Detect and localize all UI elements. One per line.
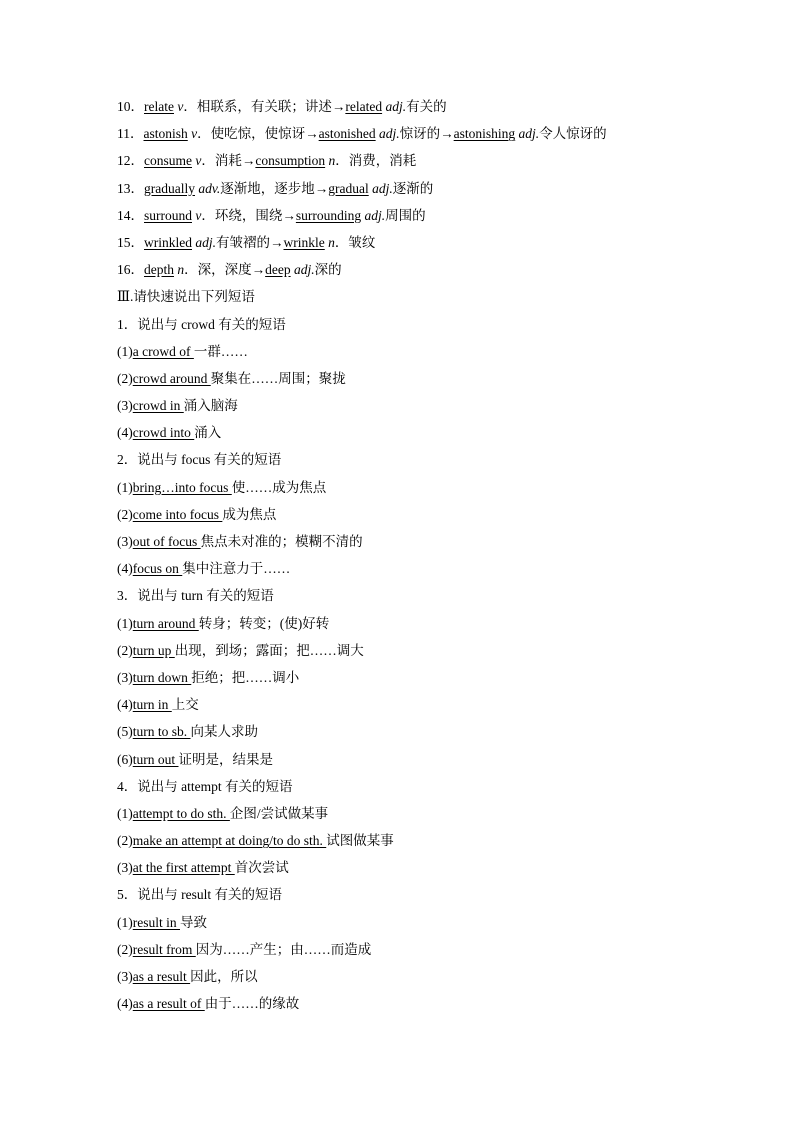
phrase: as a result of [132, 996, 205, 1012]
item-number: (4) [117, 697, 133, 713]
vocab-word: astonish [143, 126, 188, 142]
phrase: at the first attempt [132, 860, 235, 876]
phrase: crowd in [132, 398, 184, 414]
phrase-item [117, 746, 737, 773]
item-number: (3) [117, 969, 133, 984]
derived-part-of-speech: n [328, 234, 335, 250]
vocab-word: wrinkled [144, 234, 192, 250]
phrase: make an attempt at doing/to do sth. [132, 833, 327, 849]
group-heading [117, 446, 737, 473]
phrase: crowd around [132, 370, 211, 386]
vocab-entry [117, 202, 737, 229]
group-heading [117, 773, 737, 800]
phrase: attempt to do sth. [132, 805, 230, 821]
derived-meaning: 深的 [314, 262, 342, 278]
derived-part-of-speech: adj. [372, 180, 393, 196]
vocab-word: relate [144, 99, 174, 114]
item-number: (2) [117, 941, 133, 957]
item-number: (1) [117, 343, 133, 359]
phrase-meaning: 由于……的缘故 [204, 996, 300, 1012]
derived-meaning: 惊讶的→ [399, 126, 454, 142]
phrase-item [117, 718, 737, 745]
item-number: (2) [117, 642, 133, 658]
phrase: turn in [132, 697, 172, 713]
item-number: (1) [117, 805, 133, 821]
derived-part-of-speech: adj. [518, 126, 540, 142]
phrase: come into focus [132, 506, 223, 522]
group-heading-text: 3．说出与 turn 有关的短语 [117, 588, 274, 604]
derived-part-of-speech: n [328, 153, 336, 169]
separator: ． [184, 262, 198, 278]
vocab-word: consume [144, 153, 192, 169]
item-number: (2) [117, 370, 133, 386]
phrase-item [117, 474, 737, 501]
phrase-item [117, 990, 737, 1017]
derived-part-of-speech: adj. [379, 126, 400, 142]
derived-word: related [345, 99, 383, 114]
section-title [117, 283, 737, 310]
item-number: (3) [117, 398, 133, 414]
vocab-entry [117, 147, 737, 174]
phrase: result from [132, 941, 196, 957]
part-of-speech: n [177, 262, 185, 278]
vocab-word: gradually [144, 180, 195, 196]
entry-number: 13． [117, 180, 144, 196]
item-number: (1) [117, 479, 133, 495]
phrase-item [117, 664, 737, 691]
derived-word: consumption [255, 153, 326, 169]
phrase: turn down [132, 669, 192, 685]
vocab-word: surround [144, 207, 192, 223]
item-number: (1) [117, 615, 133, 631]
group-heading [117, 582, 737, 609]
part-of-speech: adj. [195, 234, 217, 250]
phrase: as a result [132, 969, 191, 984]
phrase-meaning: 向某人求助 [190, 724, 259, 740]
phrase-meaning: 试图做某事 [326, 833, 394, 849]
derived-word: gradual [328, 180, 369, 196]
phrase-meaning: 因此，所以 [190, 969, 258, 984]
derived-meaning: ．皱纹 [334, 234, 376, 250]
separator: ． [197, 126, 211, 142]
phrase-meaning: 首次尝试 [234, 860, 289, 876]
phrase-meaning: 涌入脑海 [183, 398, 238, 414]
phrase-item [117, 800, 737, 827]
derived-part-of-speech: adj. [293, 262, 315, 278]
item-number: (2) [117, 833, 133, 849]
phrase-meaning: 导致 [180, 914, 207, 930]
derived-part-of-speech: adj. [364, 207, 386, 223]
phrase-item [117, 610, 737, 637]
group-heading-text: 5．说出与 result 有关的短语 [117, 887, 282, 903]
group-heading-text: 1．说出与 crowd 有关的短语 [117, 316, 286, 332]
phrase: turn to sb. [132, 724, 191, 740]
phrase-meaning: 拒绝；把……调小 [191, 669, 300, 685]
item-number: (3) [117, 860, 133, 876]
meaning: 消耗→ [214, 153, 256, 169]
derived-meaning: 令人惊讶的 [539, 126, 607, 142]
phrase-meaning: 一群…… [193, 343, 248, 359]
phrase: turn up [132, 642, 175, 658]
section-title-text: Ⅲ.请快速说出下列短语 [117, 289, 255, 305]
derived-meaning: ．消费，消耗 [335, 153, 417, 169]
group-heading [117, 881, 737, 908]
phrase: crowd into [132, 425, 195, 441]
item-number: (4) [117, 425, 133, 441]
group-heading-text: 4．说出与 attempt 有关的短语 [117, 778, 293, 794]
vocab-entry [117, 175, 737, 202]
phrase-item [117, 854, 737, 881]
phrase: focus on [132, 561, 183, 577]
phrase-item [117, 501, 737, 528]
phrase-meaning: 涌入 [194, 425, 222, 441]
phrase-item [117, 419, 737, 446]
separator: ． [201, 207, 215, 223]
derived-word: deep [265, 262, 291, 278]
item-number: (3) [117, 669, 133, 685]
phrase-item [117, 963, 737, 990]
phrase: a crowd of [132, 343, 194, 359]
phrase-meaning: 企图/尝试做某事 [229, 805, 329, 821]
part-of-speech: v [177, 99, 184, 114]
item-number: (5) [117, 724, 133, 740]
phrase: bring…into focus [132, 479, 232, 495]
part-of-speech: v [195, 153, 202, 169]
vocab-word: depth [144, 262, 174, 278]
phrase-item [117, 637, 737, 664]
item-number: (2) [117, 506, 133, 522]
document-body [117, 93, 737, 1017]
phrase-meaning: 成为焦点 [222, 506, 277, 522]
phrase-item [117, 909, 737, 936]
phrase-item [117, 392, 737, 419]
item-number: (3) [117, 534, 133, 549]
entry-number: 14． [117, 207, 144, 223]
vocab-entry [117, 93, 737, 120]
item-number: (1) [117, 914, 133, 930]
meaning: 有皱褶的→ [216, 234, 284, 250]
phrase-item [117, 528, 737, 555]
meaning: 深，深度→ [197, 262, 266, 278]
phrase-meaning: 集中注意力于…… [182, 561, 291, 577]
entry-number: 16． [117, 262, 144, 278]
derived-word: surrounding [295, 207, 362, 223]
vocab-entry [117, 120, 737, 147]
phrase-meaning: 因为……产生；由……而造成 [195, 941, 372, 957]
phrase: out of focus [132, 534, 201, 549]
part-of-speech: adv. [198, 180, 221, 196]
phrase-item [117, 691, 737, 718]
entry-number: 10． [117, 99, 144, 114]
derived-word: astonished [318, 126, 376, 142]
derived-meaning: 有关的 [406, 99, 447, 114]
vocab-entry [117, 229, 737, 256]
phrase-meaning: 聚集在……周围；聚拢 [210, 370, 346, 386]
phrase-item [117, 555, 737, 582]
entry-number: 15． [117, 234, 144, 250]
derived-word: wrinkle [283, 234, 325, 250]
group-heading-text: 2．说出与 focus 有关的短语 [117, 452, 282, 468]
separator: ． [201, 153, 215, 169]
phrase-meaning: 上交 [171, 697, 199, 713]
phrase-meaning: 焦点未对准的；模糊不清的 [200, 534, 363, 549]
part-of-speech: v [195, 207, 202, 223]
vocab-entry [117, 256, 737, 283]
item-number: (4) [117, 561, 133, 577]
meaning: 相联系，有关联；讲述→ [196, 99, 346, 114]
meaning: 使吃惊，使惊讶→ [210, 126, 319, 142]
phrase-meaning: 证明是，结果是 [178, 751, 273, 767]
meaning: 环绕，围绕→ [214, 207, 296, 223]
derived-word: astonishing [453, 126, 516, 142]
entry-number: 11． [117, 126, 144, 142]
phrase-meaning: 转身；转变；(使)好转 [198, 615, 330, 631]
derived-part-of-speech: adj. [385, 99, 407, 114]
phrase-item [117, 338, 737, 365]
phrase: turn out [132, 751, 179, 767]
part-of-speech: v [191, 126, 198, 142]
item-number: (6) [117, 751, 133, 767]
phrase-item [117, 936, 737, 963]
phrase-meaning: 使……成为焦点 [231, 479, 327, 495]
meaning: 逐渐地，逐步地→ [220, 180, 329, 196]
derived-meaning: 逐渐的 [392, 180, 434, 196]
separator: ． [183, 99, 197, 114]
entry-number: 12． [117, 153, 144, 169]
phrase-item [117, 827, 737, 854]
phrase-item [117, 365, 737, 392]
item-number: (4) [117, 996, 133, 1012]
phrase: turn around [132, 615, 199, 631]
derived-meaning: 周围的 [385, 207, 426, 223]
group-heading [117, 311, 737, 338]
phrase: result in [132, 914, 180, 930]
phrase-meaning: 出现，到场；露面；把……调大 [174, 642, 364, 658]
